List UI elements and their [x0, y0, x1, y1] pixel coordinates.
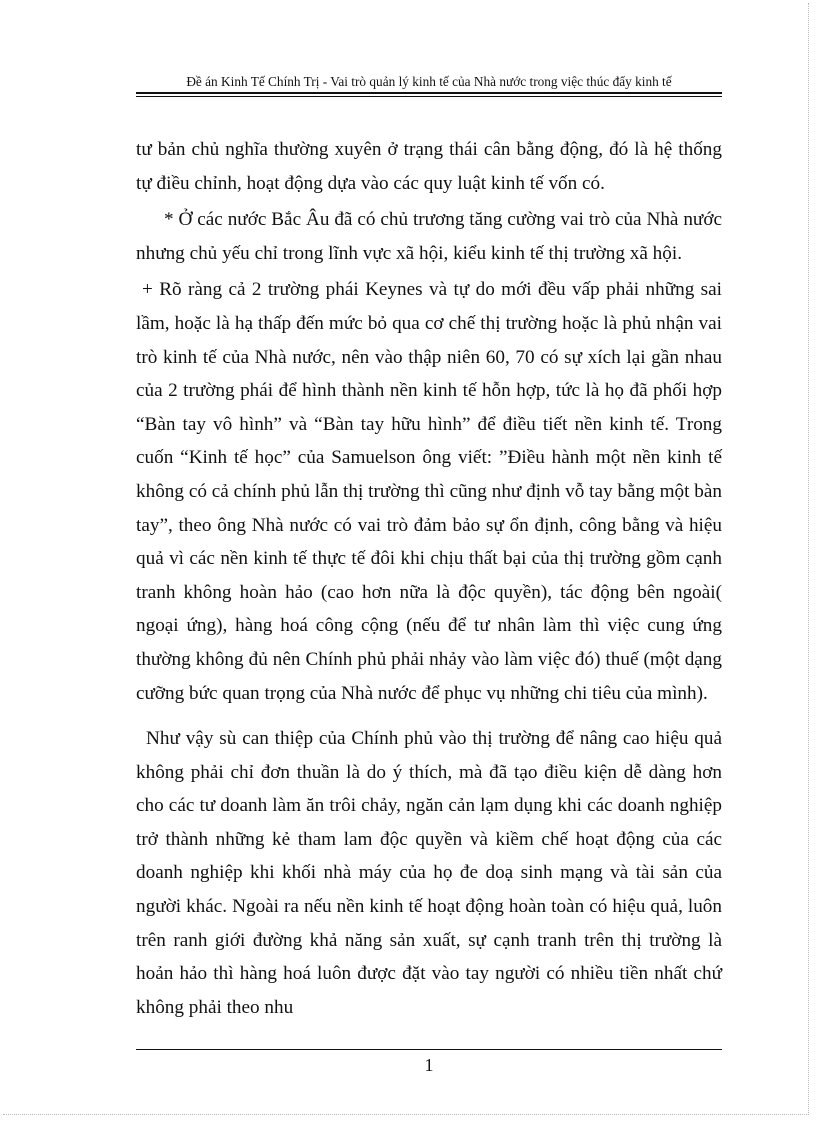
header-rule-thick: [136, 92, 722, 94]
header-rule-thin: [136, 96, 722, 97]
paragraph-nordic: * Ở các nước Bắc Âu đã có chủ trương tăng cường vai trò của Nhà nước nhưng chủ yếu chỉ trong lĩnh vực xã hội, kiểu kinh tế thị trường xã hội.: [136, 209, 722, 264]
paragraph-mixed-economy: + Rõ ràng cả 2 trường phái Keynes và tự do mới đều vấp phải những sai lầm, hoặc là hạ thấp đến mức bỏ qua cơ chế thị trường hoặc là phủ nhận vai trò kinh tế của Nhà nước, nên vào thập niên 60, 70 có sự xích lại gần nhau của 2 trường phái để hình thành nền kinh tế hỗn hợp, tức là họ đã phối hợp “Bàn tay vô hình” và “Bàn tay hữu hình” để điều tiết nền kinh tế. Trong cuốn “Kinh tế học” của Samuelson ông viết: ”Điều hành một nền kinh tế không có cả chính phủ lẫn thị trường thì cũng như định vỗ tay bằng một bàn tay”, theo ông Nhà nước có vai trò đảm bảo sự ổn định, công bằng và hiệu quả vì các nền kinh tế thực tế đôi khi chịu thất bại của thị trường gồm cạnh tranh không hoàn hảo (cao hơn nữa là độc quyền), tác động bên ngoài( ngoại ứng), hàng hoá công cộng (nếu để tư nhân làm thì việc cung ứng thường không đủ nên Chính phủ phải nhảy vào làm việc đó) thuế (một dạng cưỡng bức quan trọng của Nhà nước để phục vụ những chi tiêu của mình).: [136, 279, 722, 704]
paragraph-government-intervention: Như vậy sù can thiệp của Chính phủ vào thị trường để nâng cao hiệu quả không phải chỉ đơn thuần là do ý thích, mà đã tạo điều kiện dễ dàng hơn cho các tư doanh làm ăn trôi chảy, ngăn cản lạm dụng khi các doanh nghiệp trở thành những kẻ tham lam độc quyền và kiềm chế hoạt động của các doanh nghiệp khi khối nhà máy của họ đe doạ sinh mạng và tài sản của người khác. Ngoài ra nếu nền kinh tế hoạt động hoàn toàn có hiệu quả, luôn trên ranh giới đường khả năng sản xuất, sự cạnh tranh trên thị trường là hoản hảo thì hàng hoá luôn được đặt vào tay người có nhiều tiền nhất chứ không phải theo nhu: [136, 728, 722, 1018]
footer-rule: [136, 1049, 722, 1050]
page-number: 1: [424, 1055, 434, 1075]
body-text: [136, 133, 722, 1024]
running-header: Đề án Kinh Tế Chính Trị - Vai trò quản lý kinh tế của Nhà nước trong việc thúc đẩy kinh tế: [186, 74, 672, 89]
paragraph-continuation: tư bản chủ nghĩa thường xuyên ở trạng thái cân bằng động, đó là hệ thống tự điều chỉnh, hoạt động dựa vào các quy luật kinh tế vốn có.: [136, 139, 722, 194]
